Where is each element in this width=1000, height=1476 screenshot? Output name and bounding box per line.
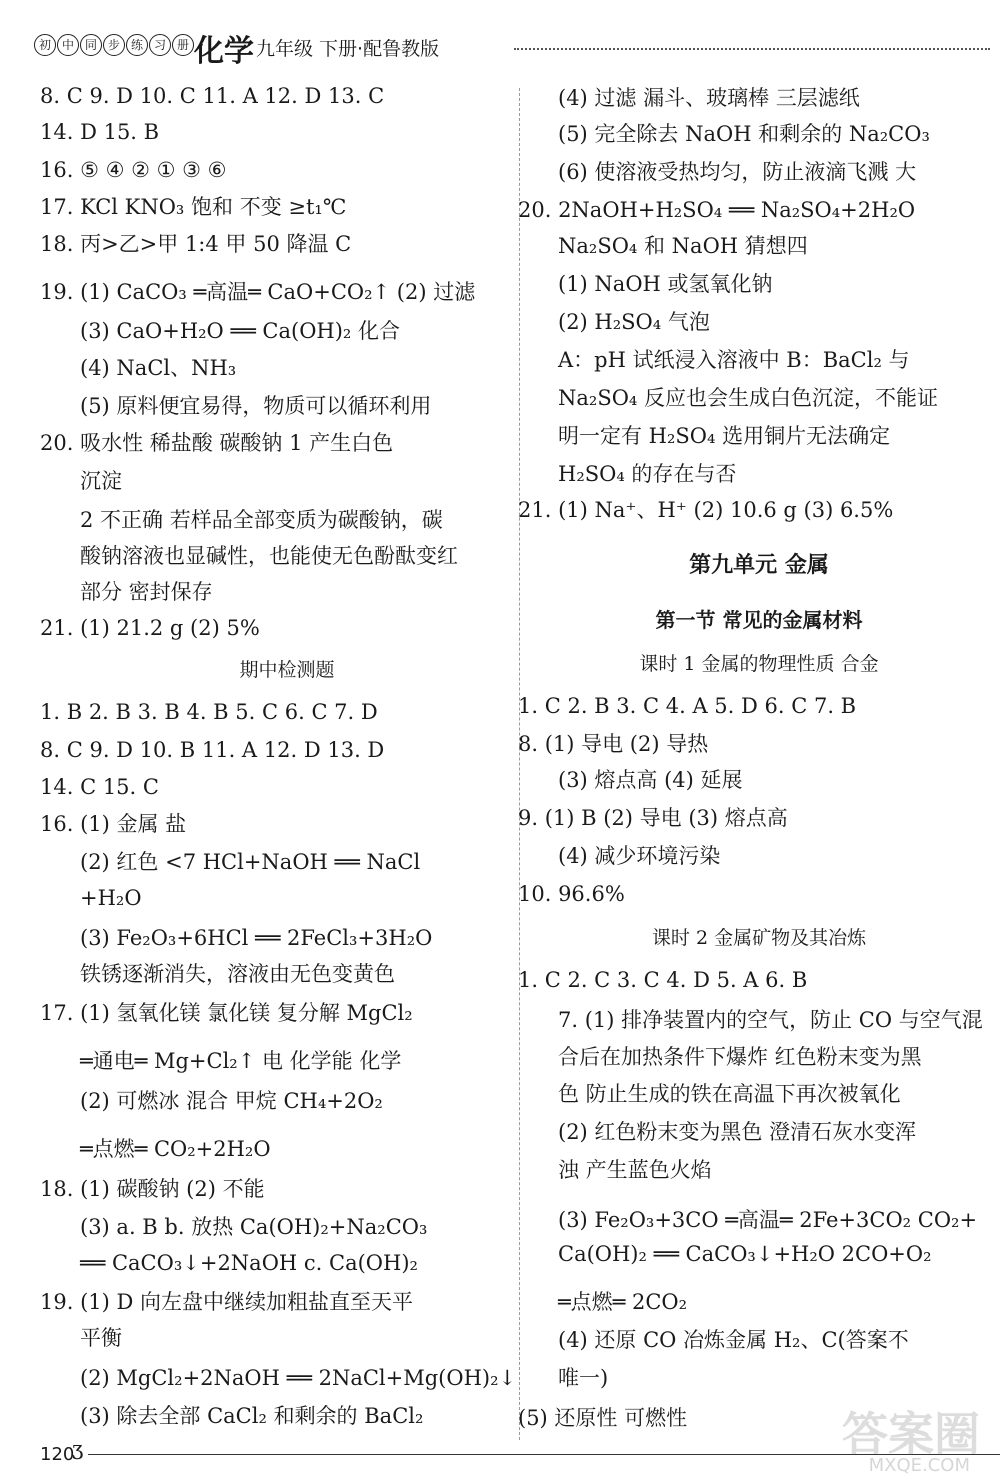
column-divider xyxy=(519,88,520,1440)
series-char: 初 xyxy=(34,34,56,56)
right-answer-line: 明一定有 H₂SO₄ 选用铜片无法确定 xyxy=(558,424,891,448)
left-answer-line: (4) NaCl、NH₃ xyxy=(80,356,237,380)
right-answer-line: (5) 完全除去 NaOH 和剩余的 Na₂CO₃ xyxy=(558,122,930,146)
right-answer-line: 1. C 2. C 3. C 4. D 5. A 6. B xyxy=(518,968,808,992)
left-answer-line: 17. KCl KNO₃ 饱和 不变 ≥t₁℃ xyxy=(40,195,347,219)
left-answer-line: ═通电═ Mg+Cl₂↑ 电 化学能 化学 xyxy=(80,1049,402,1073)
left-answer-line: 8. C 9. D 10. C 11. A 12. D 13. C xyxy=(40,84,385,108)
left-answer-line: 部分 密封保存 xyxy=(80,580,213,604)
left-answer-line: 20. 吸水性 稀盐酸 碳酸钠 1 产生白色 xyxy=(40,431,394,455)
right-answer-line: (2) H₂SO₄ 气泡 xyxy=(558,310,710,334)
page-number: 120 xyxy=(40,1444,75,1465)
left-answer-line: 21. (1) 21.2 g (2) 5% xyxy=(40,616,260,640)
left-answer-line: 14. D 15. B xyxy=(40,120,160,144)
right-answer-line: Na₂SO₄ 和 NaOH 猜想四 xyxy=(558,234,808,258)
series-char: 同 xyxy=(80,34,102,56)
left-answer-line: (3) Fe₂O₃+6HCl ══ 2FeCl₃+3H₂O xyxy=(80,926,433,950)
left-answer-line: (3) 除去全部 CaCl₂ 和剩余的 BaCl₂ xyxy=(80,1404,424,1428)
left-answer-line: ══ CaCO₃↓+2NaOH c. Ca(OH)₂ xyxy=(80,1251,418,1275)
left-answer-line: ═点燃═ CO₂+2H₂O xyxy=(80,1137,271,1161)
left-answer-line: 沉淀 xyxy=(80,469,122,493)
left-answer-line: (3) a. B b. 放热 Ca(OH)₂+Na₂CO₃ xyxy=(80,1215,428,1239)
right-answer-line: (1) NaOH 或氢氧化钠 xyxy=(558,272,773,296)
left-answer-line: (2) 可燃冰 混合 甲烷 CH₄+2O₂ xyxy=(80,1089,383,1113)
right-answer-line: (3) 熔点高 (4) 延展 xyxy=(558,768,743,792)
left-answer-line: 2 不正确 若样品全部变质为碳酸钠，碳 xyxy=(80,508,443,532)
series-char: 中 xyxy=(57,34,79,56)
right-answer-line: (3) Fe₂O₃+3CO ═高温═ 2Fe+3CO₂ CO₂+ xyxy=(558,1208,978,1232)
right-answer-line: 1. C 2. B 3. C 4. A 5. D 6. C 7. B xyxy=(518,694,857,718)
series-char: 册 xyxy=(172,34,194,56)
right-answer-line: 浊 产生蓝色火焰 xyxy=(558,1158,712,1182)
right-answer-line: 21. (1) Na⁺、H⁺ (2) 10.6 g (3) 6.5% xyxy=(518,498,894,522)
left-answer-line: 18. 丙>乙>甲 1:4 甲 50 降温 C xyxy=(40,232,352,256)
right-answer-line: (4) 还原 CO 冶炼金属 H₂、C(答案不 xyxy=(558,1328,909,1352)
left-answer-line: 16. ⑤ ④ ② ① ③ ⑥ xyxy=(40,158,227,182)
series-char: 练 xyxy=(126,34,148,56)
left-answer-line: 8. C 9. D 10. B 11. A 12. D 13. D xyxy=(40,738,385,762)
footer-ornament-icon: ʒ xyxy=(72,1436,84,1460)
right-answer-line: A：pH 试纸浸入溶液中 B：BaCl₂ 与 xyxy=(558,348,910,372)
right-heading: 课时 1 金属的物理性质 合金 xyxy=(639,653,879,675)
right-answer-line: 9. (1) B (2) 导电 (3) 熔点高 xyxy=(518,806,788,830)
right-answer-line: (4) 过滤 漏斗、玻璃棒 三层滤纸 xyxy=(558,86,860,110)
left-answer-line: 19. (1) CaCO₃ ═高温═ CaO+CO₂↑ (2) 过滤 xyxy=(40,280,476,304)
right-answer-line: 7. (1) 排净装置内的空气，防止 CO 与空气混 xyxy=(558,1008,983,1032)
right-heading: 课时 2 金属矿物及其冶炼 xyxy=(651,927,867,949)
left-answer-line: +H₂O xyxy=(80,886,142,910)
left-answer-line: 1. B 2. B 3. B 4. B 5. C 6. C 7. D xyxy=(40,700,378,724)
right-answer-line: (2) 红色粉末变为黑色 澄清石灰水变浑 xyxy=(558,1120,917,1144)
right-answer-line: 合后在加热条件下爆炸 红色粉末变为黑 xyxy=(558,1045,922,1069)
left-answer-line: 17. (1) 氢氧化镁 氯化镁 复分解 MgCl₂ xyxy=(40,1001,413,1025)
left-answer-line: 铁锈逐渐消失，溶液由无色变黄色 xyxy=(80,962,395,986)
right-answer-line: (4) 减少环境污染 xyxy=(558,844,721,868)
watermark-url: MXQE.COM xyxy=(868,1455,970,1476)
left-answer-line: 平衡 xyxy=(80,1326,122,1350)
left-answer-line: 16. (1) 金属 盐 xyxy=(40,812,187,836)
left-answer-line: 14. C 15. C xyxy=(40,775,159,799)
left-answer-line: 酸钠溶液也显碱性，也能使无色酚酞变红 xyxy=(80,544,458,568)
left-heading: 期中检测题 xyxy=(239,659,335,681)
right-answer-line: 20. 2NaOH+H₂SO₄ ══ Na₂SO₄+2H₂O xyxy=(518,198,916,222)
left-answer-line: (3) CaO+H₂O ══ Ca(OH)₂ 化合 xyxy=(80,319,401,343)
subject-title: 化学 xyxy=(194,34,254,69)
right-answer-line: 唯一) xyxy=(558,1366,609,1390)
series-char: 步 xyxy=(103,34,125,56)
right-heading: 第九单元 金属 xyxy=(689,553,829,578)
left-answer-line: 18. (1) 碳酸钠 (2) 不能 xyxy=(40,1177,265,1201)
header-dotted-rule xyxy=(514,48,990,50)
right-answer-line: Na₂SO₄ 反应也会生成白色沉淀，不能证 xyxy=(558,386,939,410)
right-answer-line: ═点燃═ 2CO₂ xyxy=(558,1290,688,1314)
right-heading: 第一节 常见的金属材料 xyxy=(655,608,863,632)
series-title xyxy=(34,34,195,56)
right-answer-line: 色 防止生成的铁在高温下再次被氧化 xyxy=(558,1082,901,1106)
left-answer-line: 19. (1) D 向左盘中继续加粗盐直至天平 xyxy=(40,1290,414,1314)
watermark-logo: 答案圈 xyxy=(842,1407,980,1461)
right-answer-line: (6) 使溶液受热均匀，防止液滴飞溅 大 xyxy=(558,160,917,184)
right-answer-line: (5) 还原性 可燃性 xyxy=(518,1406,688,1430)
left-answer-line: (2) MgCl₂+2NaOH ══ 2NaCl+Mg(OH)₂↓ xyxy=(80,1366,517,1390)
left-answer-line: (2) 红色 <7 HCl+NaOH ══ NaCl xyxy=(80,850,421,874)
right-answer-line: H₂SO₄ 的存在与否 xyxy=(558,462,737,486)
right-answer-line: 10. 96.6% xyxy=(518,882,625,906)
grade-edition: 九年级 下册·配鲁教版 xyxy=(256,38,440,60)
left-answer-line: (5) 原料便宜易得，物质可以循环利用 xyxy=(80,394,432,418)
page-header xyxy=(34,26,994,69)
right-answer-line: Ca(OH)₂ ══ CaCO₃↓+H₂O 2CO+O₂ xyxy=(558,1242,932,1266)
right-answer-line: 8. (1) 导电 (2) 导热 xyxy=(518,732,709,756)
series-char: 习 xyxy=(149,34,171,56)
